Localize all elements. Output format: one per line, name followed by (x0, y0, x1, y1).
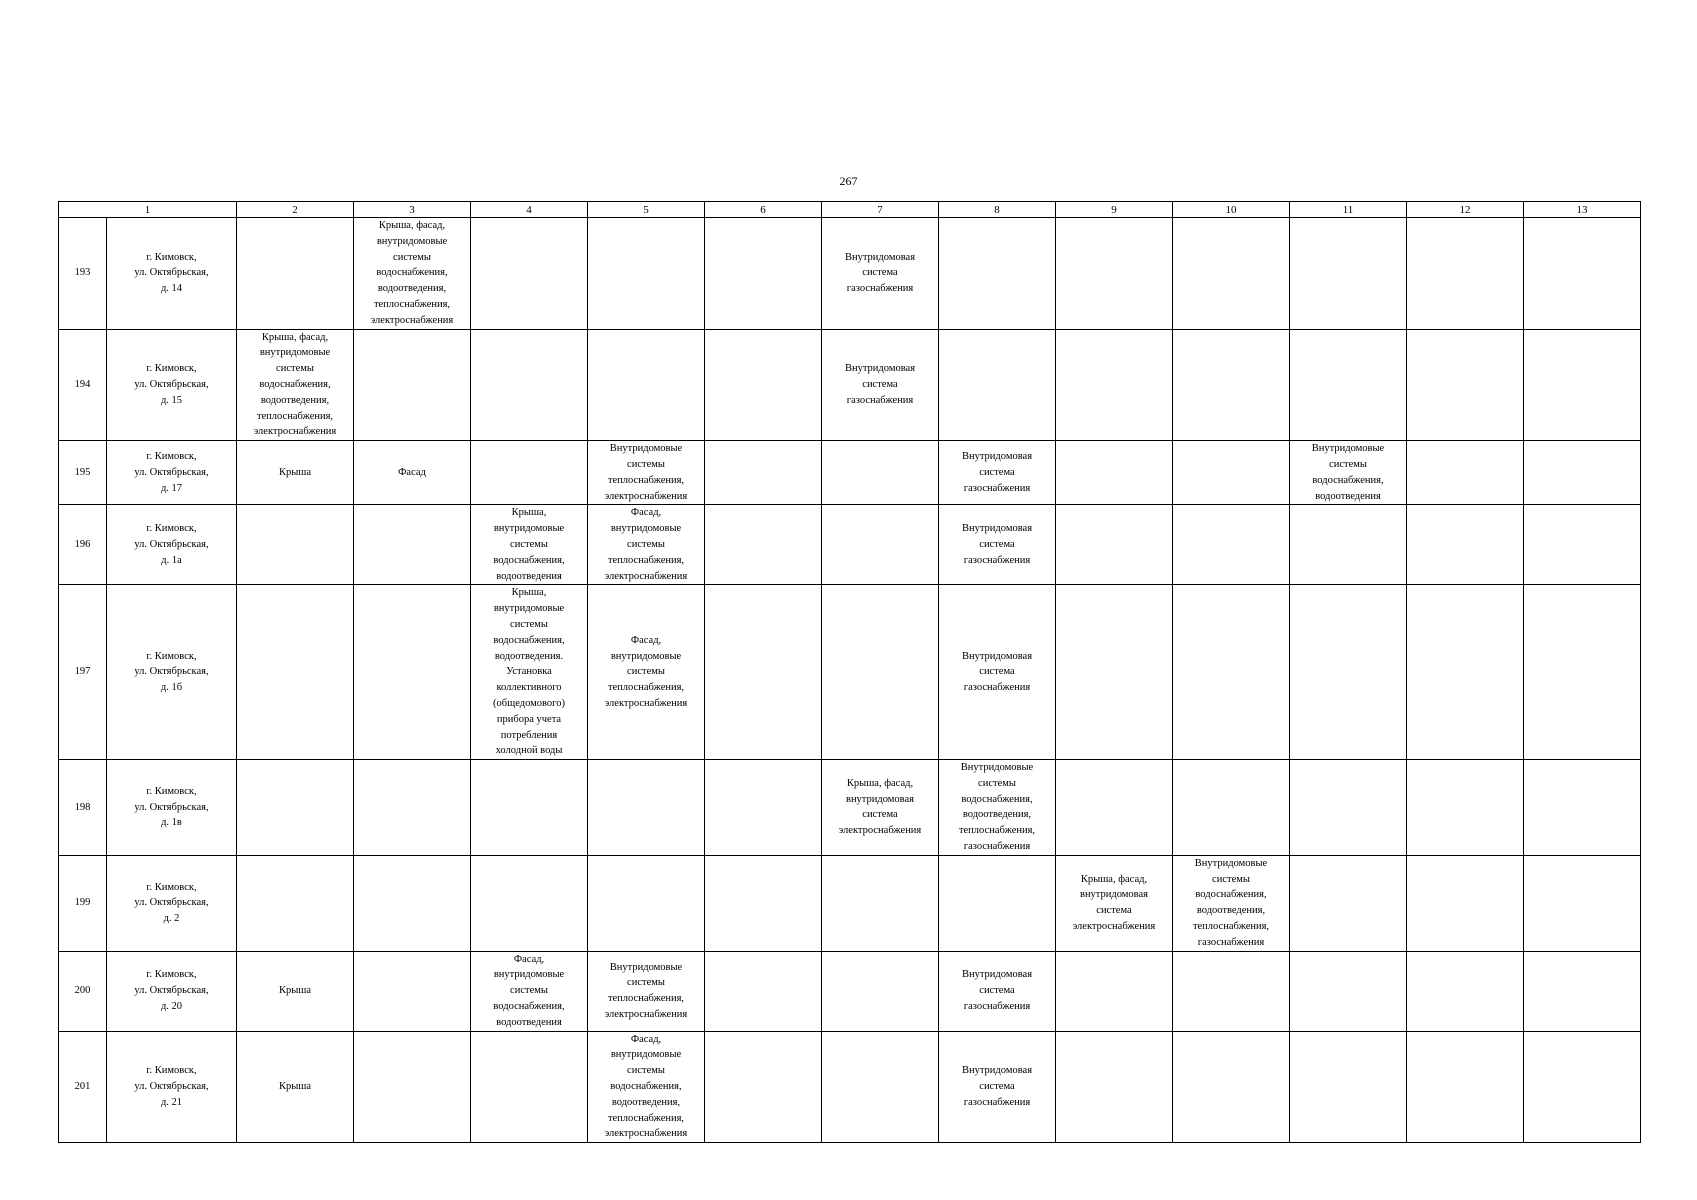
col-11-cell (1290, 951, 1407, 1031)
header-cell-8: 8 (939, 202, 1056, 218)
col-8-cell (939, 855, 1056, 951)
table-row (59, 1031, 1641, 1143)
col-12-cell (1407, 441, 1524, 505)
table-row (59, 855, 1641, 951)
col-6-cell (705, 1031, 822, 1143)
col-3-cell (354, 1031, 471, 1143)
col-10-cell (1173, 1031, 1290, 1143)
header-cell-13: 13 (1524, 202, 1641, 218)
col-4-cell (471, 855, 588, 951)
col-3-cell (354, 760, 471, 856)
header-cell-11: 11 (1290, 202, 1407, 218)
col-6-cell (705, 441, 822, 505)
col-4-cell (471, 1031, 588, 1143)
col-7-cell (822, 951, 939, 1031)
header-cell-4: 4 (471, 202, 588, 218)
col-2-cell: Крыша (237, 951, 354, 1031)
col-6-cell (705, 218, 822, 330)
col-13-cell (1524, 505, 1641, 585)
col-2-cell (237, 855, 354, 951)
col-2-cell (237, 585, 354, 760)
col-7-cell (822, 441, 939, 505)
col-11-cell (1290, 855, 1407, 951)
col-10-cell (1173, 760, 1290, 856)
col-6-cell (705, 760, 822, 856)
col-6-cell (705, 855, 822, 951)
header-cell-12: 12 (1407, 202, 1524, 218)
col-11-cell (1290, 505, 1407, 585)
col-9-cell (1056, 441, 1173, 505)
col-4-cell: Крыша, внутридомовые системы водоснабжения, водоотведения (471, 505, 588, 585)
col-4-cell: Фасад, внутридомовые системы водоснабжения, водоотведения (471, 951, 588, 1031)
col-3-cell: Фасад (354, 441, 471, 505)
col-8-cell: Внутридомовая система газоснабжения (939, 441, 1056, 505)
address-cell: г. Кимовск, ул. Октябрьская, д. 2 (107, 855, 237, 951)
col-7-cell (822, 585, 939, 760)
col-13-cell (1524, 218, 1641, 330)
row-number-cell: 200 (59, 951, 107, 1031)
col-5-cell: Фасад, внутридомовые системы водоснабжения, водоотведения, теплоснабжения, электроснабжения (588, 1031, 705, 1143)
col-9-cell (1056, 329, 1173, 441)
col-2-cell (237, 760, 354, 856)
col-5-cell: Внутридомовые системы теплоснабжения, электроснабжения (588, 441, 705, 505)
col-9-cell (1056, 585, 1173, 760)
col-10-cell (1173, 585, 1290, 760)
col-2-cell: Крыша, фасад, внутридомовые системы водоснабжения, водоотведения, теплоснабжения, электроснабжения (237, 329, 354, 441)
header-cell-10: 10 (1173, 202, 1290, 218)
header-cell-7: 7 (822, 202, 939, 218)
col-9-cell (1056, 505, 1173, 585)
col-9-cell (1056, 951, 1173, 1031)
col-11-cell: Внутридомовые системы водоснабжения, водоотведения (1290, 441, 1407, 505)
address-cell: г. Кимовск, ул. Октябрьская, д. 1б (107, 585, 237, 760)
col-8-cell (939, 218, 1056, 330)
row-number-cell: 193 (59, 218, 107, 330)
col-13-cell (1524, 585, 1641, 760)
row-number-cell: 195 (59, 441, 107, 505)
table-row (59, 329, 1641, 441)
col-12-cell (1407, 1031, 1524, 1143)
col-4-cell (471, 329, 588, 441)
row-number-cell: 198 (59, 760, 107, 856)
col-10-cell (1173, 505, 1290, 585)
col-3-cell (354, 951, 471, 1031)
col-10-cell (1173, 951, 1290, 1031)
col-6-cell (705, 329, 822, 441)
col-2-cell: Крыша (237, 1031, 354, 1143)
col-8-cell: Внутридомовые системы водоснабжения, водоотведения, теплоснабжения, газоснабжения (939, 760, 1056, 856)
col-12-cell (1407, 505, 1524, 585)
row-number-cell: 197 (59, 585, 107, 760)
col-13-cell (1524, 1031, 1641, 1143)
header-row (59, 202, 1641, 218)
table-row (59, 441, 1641, 505)
col-4-cell: Крыша, внутридомовые системы водоснабжения, водоотведения. Установка коллективного (общедомового) прибора учета потребления холодной воды (471, 585, 588, 760)
address-cell: г. Кимовск, ул. Октябрьская, д. 15 (107, 329, 237, 441)
col-4-cell (471, 441, 588, 505)
col-8-cell: Внутридомовая система газоснабжения (939, 585, 1056, 760)
col-9-cell: Крыша, фасад, внутридомовая система электроснабжения (1056, 855, 1173, 951)
header-cell-6: 6 (705, 202, 822, 218)
header-cell-3: 3 (354, 202, 471, 218)
col-7-cell (822, 1031, 939, 1143)
col-5-cell: Фасад, внутридомовые системы теплоснабжения, электроснабжения (588, 505, 705, 585)
col-5-cell: Внутридомовые системы теплоснабжения, электроснабжения (588, 951, 705, 1031)
col-3-cell (354, 585, 471, 760)
col-9-cell (1056, 760, 1173, 856)
col-8-cell: Внутридомовая система газоснабжения (939, 951, 1056, 1031)
table-row (59, 585, 1641, 760)
col-3-cell (354, 855, 471, 951)
col-5-cell (588, 855, 705, 951)
col-9-cell (1056, 1031, 1173, 1143)
col-10-cell (1173, 441, 1290, 505)
col-4-cell (471, 218, 588, 330)
col-11-cell (1290, 329, 1407, 441)
col-13-cell (1524, 760, 1641, 856)
col-11-cell (1290, 760, 1407, 856)
col-2-cell (237, 505, 354, 585)
table-row (59, 951, 1641, 1031)
col-8-cell: Внутридомовая система газоснабжения (939, 505, 1056, 585)
col-3-cell (354, 329, 471, 441)
col-2-cell: Крыша (237, 441, 354, 505)
row-number-cell: 201 (59, 1031, 107, 1143)
col-3-cell: Крыша, фасад, внутридомовые системы водоснабжения, водоотведения, теплоснабжения, электроснабжения (354, 218, 471, 330)
col-10-cell (1173, 329, 1290, 441)
page-number: 267 (839, 174, 858, 188)
col-12-cell (1407, 951, 1524, 1031)
col-11-cell (1290, 1031, 1407, 1143)
header-cell-9: 9 (1056, 202, 1173, 218)
col-10-cell (1173, 218, 1290, 330)
header-cell-1: 1 (59, 202, 237, 218)
col-8-cell: Внутридомовая система газоснабжения (939, 1031, 1056, 1143)
address-cell: г. Кимовск, ул. Октябрьская, д. 1в (107, 760, 237, 856)
col-6-cell (705, 505, 822, 585)
col-11-cell (1290, 585, 1407, 760)
col-13-cell (1524, 951, 1641, 1031)
col-7-cell: Внутридомовая система газоснабжения (822, 218, 939, 330)
table-row (59, 218, 1641, 330)
row-number-cell: 194 (59, 329, 107, 441)
col-12-cell (1407, 218, 1524, 330)
col-9-cell (1056, 218, 1173, 330)
row-number-cell: 196 (59, 505, 107, 585)
address-cell: г. Кимовск, ул. Октябрьская, д. 14 (107, 218, 237, 330)
col-8-cell (939, 329, 1056, 441)
address-cell: г. Кимовск, ул. Октябрьская, д. 20 (107, 951, 237, 1031)
col-11-cell (1290, 218, 1407, 330)
col-5-cell (588, 218, 705, 330)
col-6-cell (705, 951, 822, 1031)
address-cell: г. Кимовск, ул. Октябрьская, д. 21 (107, 1031, 237, 1143)
row-number-cell: 199 (59, 855, 107, 951)
table-row (59, 505, 1641, 585)
address-cell: г. Кимовск, ул. Октябрьская, д. 1а (107, 505, 237, 585)
col-7-cell: Внутридомовая система газоснабжения (822, 329, 939, 441)
col-5-cell (588, 329, 705, 441)
col-4-cell (471, 760, 588, 856)
address-cell: г. Кимовск, ул. Октябрьская, д. 17 (107, 441, 237, 505)
header-cell-2: 2 (237, 202, 354, 218)
col-5-cell: Фасад, внутридомовые системы теплоснабжения, электроснабжения (588, 585, 705, 760)
col-12-cell (1407, 855, 1524, 951)
col-10-cell: Внутридомовые системы водоснабжения, водоотведения, теплоснабжения, газоснабжения (1173, 855, 1290, 951)
header-cell-5: 5 (588, 202, 705, 218)
col-5-cell (588, 760, 705, 856)
table-row (59, 760, 1641, 856)
col-13-cell (1524, 441, 1641, 505)
col-13-cell (1524, 329, 1641, 441)
col-7-cell (822, 505, 939, 585)
col-3-cell (354, 505, 471, 585)
col-2-cell (237, 218, 354, 330)
col-6-cell (705, 585, 822, 760)
col-12-cell (1407, 329, 1524, 441)
col-12-cell (1407, 760, 1524, 856)
col-13-cell (1524, 855, 1641, 951)
col-12-cell (1407, 585, 1524, 760)
col-7-cell (822, 855, 939, 951)
repair-schedule-table (58, 201, 1641, 1143)
col-7-cell: Крыша, фасад, внутридомовая система электроснабжения (822, 760, 939, 856)
